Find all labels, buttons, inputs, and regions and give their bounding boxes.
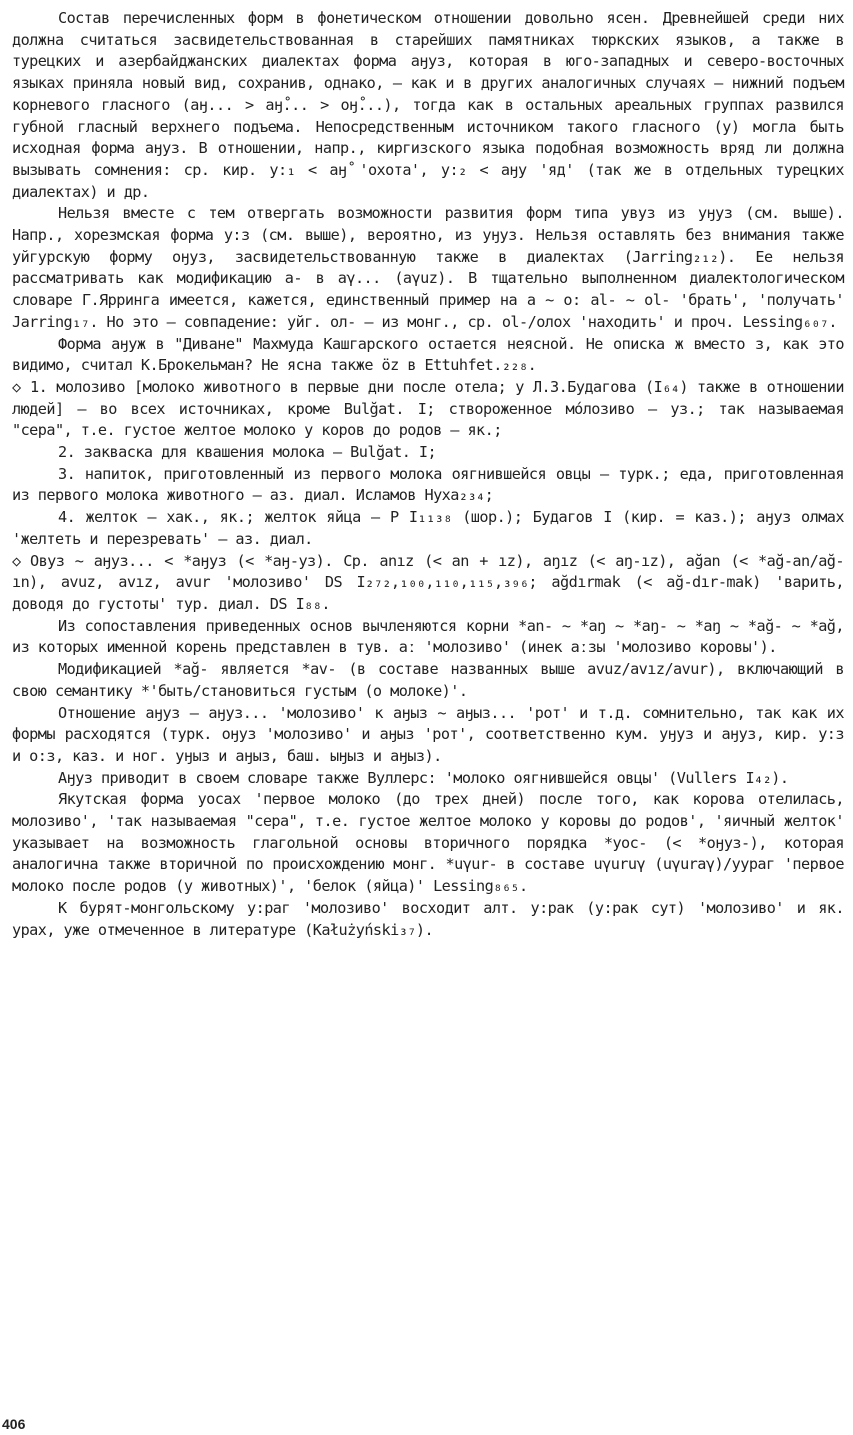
paragraph-roots: Из сопоставления приведенных основ вычленяются корни *an- ~ *aŋ ~ *aŋ- ~ *aŋ ~ *ağ- ~ *ağ, из которых именной корень представлен в тув. аː 'молозиво' (инек аːзы 'молозиво коровы').: [12, 616, 853, 657]
etymology-paragraph: [12, 551, 853, 616]
paragraph-buryat: К бурят-монгольскому у:раг 'молозиво' восходит алт. у:рак (у:рак сут) 'молозиво' и як. урах, уже отмеченное в литературе (Kałużyński₃₇).: [12, 898, 853, 939]
paragraph-relation: Отношение аӈуз – аӈуз... 'молозиво' к аӈыз ~ аӈыз... 'рот' и т.д. сомнительно, так как их формы расходятся (турк. оӈуз 'молозиво' и аӈыз 'рот', соответственно кум. уӈуз и аӈуз, кир. у:з и о:з, каз. и ног. уӈыз и аӈыз, баш. ыӈыз и аӈыз).: [12, 703, 853, 765]
paragraph-yakut: Якутская форма уосах 'первое молоко (до трех дней) после того, как корова отелилась, молозиво', 'так называемая "сера", т.е. густое желтое молоко у коровы до родов', 'яичный желток' указывает на возможность глагольной основы вторичного порядка *уос- (< *оӈуз-), которая аналогична также вторичной по происхождению монг. *uγur- в составе uγuruγ (uγuraγ)/ууpaг 'первое молоко после родов (у животных)', 'белок (яйца)' Lessing₈₆₅.: [12, 790, 853, 896]
diamond-icon: ◇: [12, 551, 21, 570]
meaning-item-4: 4. желток – хак., як.; желток яйца – Р I₁₁₃₈ (шор.); Будагов I (кир. = каз.); аӈуз олмах 'желтеть и перезревать' – аз. диал.: [12, 508, 853, 548]
paragraph-vullers: Аӈуз приводит в своем словаре также Вуллерс: 'молоко оягнившейся овцы' (Vullers I₄₂).: [58, 768, 789, 787]
paragraph-1: Состав перечисленных форм в фонетическом отношении довольно ясен. Древнейшей среди них должна считаться засвидетельствованная в старейших памятниках тюркских языков, а также в турецких и азербайджанских диалектах форма аӈуз, которая в юго-западных и северо-восточных языках приняла новый вид, сохранив, однако, – как и в других аналогичных случаях – нижний подъем корневого гласного (аӈ... > аӈ̊... > оӈ̊...), тогда как в остальных ареальных группах развился губной гласный верхнего подъема. Непосредственным источником такого гласного (у) могла быть исходная форма аӈуз. В отношении, напр., киргизского языка подобная возможность вряд ли должна вызывать сомнения: ср. кир. у:₁ < аӈ̊ 'охота', у:₂ < аӈу 'яд' (так же в отдельных турецких диалектах) и др.: [12, 9, 853, 201]
paragraph-2: Нельзя вместе с тем отвергать возможности развития форм типа увуз из уӈуз (см. выше). Напр., хорезмская форма у:з (см. выше), вероятно, из уӈуз. Нельзя оставлять без внимания также уйгурскую форму оӈуз, засвидетельствованную также в диалектах (Jarring₂₁₂). Ее нельзя рассматривать как модификацию а- в аγ... (aγuz). В тщательно выполненном диалектологическом словаре Г.Ярринга имеется, кажется, единственный пример на а ~ о: al- ~ ol- 'брать', 'получать' Jarring₁₇. Но это – совпадение: уйг. ол- – из монг., ср. ol-/олох 'находить' и проч. Lessing₆₀₇.: [12, 204, 853, 331]
paragraph-3: Форма аӈуж в "Диване" Махмуда Кашгарского остается неясной. Не описка ж вместо з, как это видимо, считал К.Брокельман? Не ясна также öz в Ettuhfet.₂₂₈.: [12, 334, 853, 375]
meaning-item-1: [12, 377, 853, 442]
diamond-icon: ◇: [12, 377, 21, 396]
meaning-item-1-text: 1. молозиво [молоко животного в первые дни после отела; у Л.З.Будагова (I₆₄) также в отношении людей] – во всех источниках, кроме Bulğat. I; створоженное мóлозиво – уз.; так называемая "сера", т.е. густое желтое молоко у коров до родов – як.;: [12, 377, 853, 440]
page-number: 406: [2, 1416, 26, 1432]
text-body: [12, 8, 853, 941]
meaning-item-2: 2. закваска для квашения молока – Bulğat. I;: [58, 443, 437, 462]
etymology-text: Овуз ~ аӈуз... < *аӈуз (< *аӈ-уз). Ср. anız (< an + ız), aŋız (< aŋ-ız), ağan (< *ağ-an/ağ-ın), avuz, avız, avur 'молозиво' DS I₂₇₂,₁₀₀,₁₁₀,₁₁₅,₃₉₆; ağdırmak (< ağ-dır-mak) 'варить, доводя до густоты' тур. диал. DS I₈₈.: [12, 551, 853, 613]
paragraph-modification: Модификацией *ağ- является *av- (в составе названных выше avuz/avız/avur), включающий в свою семантику *'быть/становиться густым (о молоке)'.: [12, 660, 853, 700]
meaning-item-3: 3. напиток, приготовленный из первого молока оягнившейся овцы – турк.; еда, приготовленная из первого молока животного – аз. диал. Исламов Нуха₂₃₄;: [12, 464, 853, 505]
